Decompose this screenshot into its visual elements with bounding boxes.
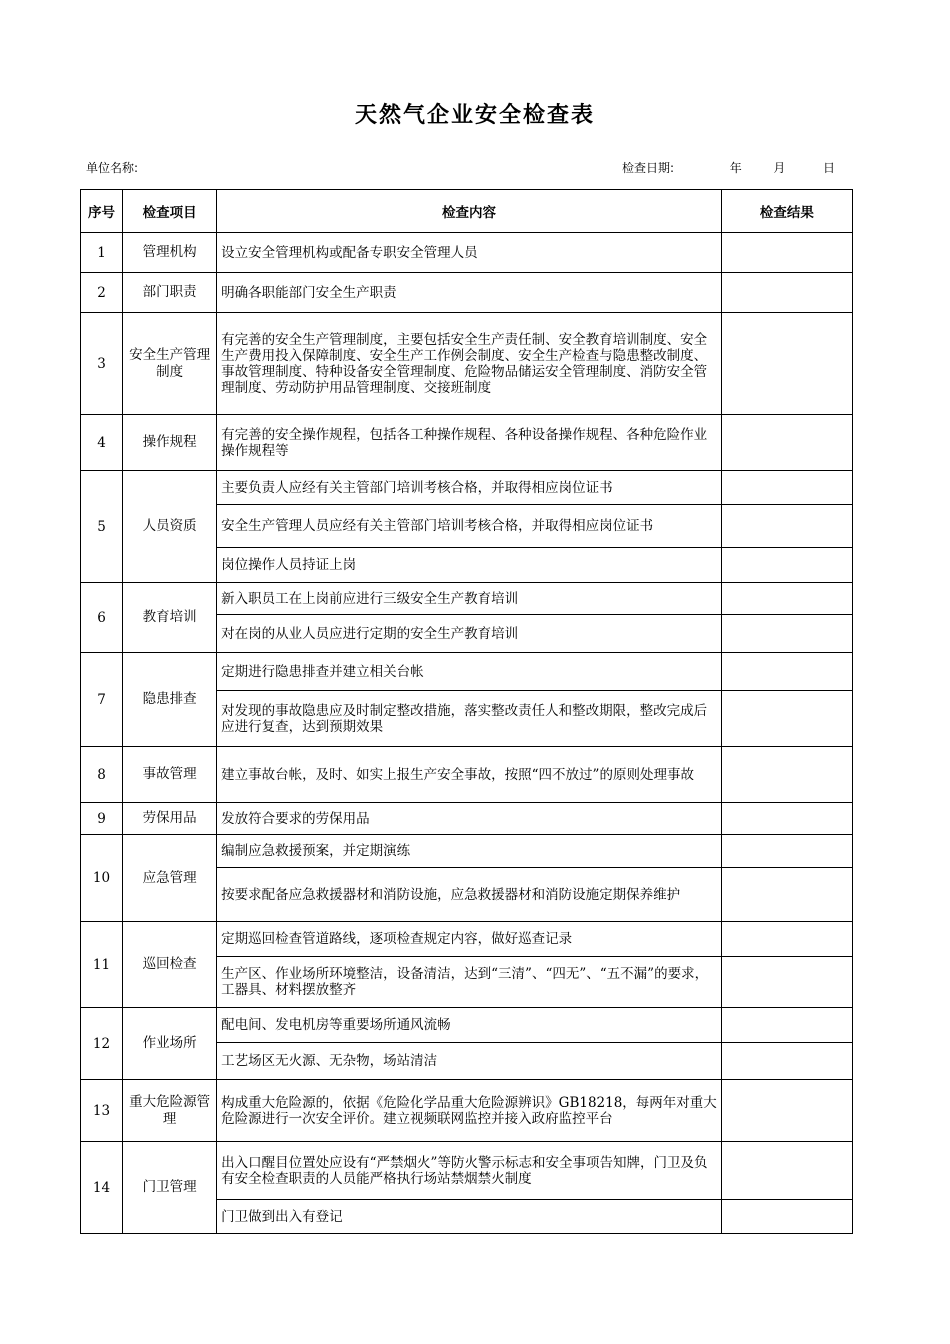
check-item: 管理机构 bbox=[123, 233, 217, 273]
check-result-cell[interactable] bbox=[721, 653, 852, 691]
check-result-cell[interactable] bbox=[721, 1200, 852, 1234]
table-row bbox=[81, 1080, 853, 1142]
check-content: 生产区、作业场所环境整洁，设备清洁，达到“三清”、“四无”、“五不漏”的要求，工器具、材料摆放整齐 bbox=[217, 957, 722, 1008]
check-content: 岗位操作人员持证上岗 bbox=[217, 548, 722, 583]
table-row bbox=[81, 747, 853, 803]
check-result-cell[interactable] bbox=[721, 922, 852, 957]
check-content: 按要求配备应急救援器材和消防设施，应急救援器材和消防设施定期保养维护 bbox=[217, 868, 722, 922]
row-number: 10 bbox=[81, 835, 123, 922]
row-number: 7 bbox=[81, 653, 123, 747]
check-date bbox=[622, 159, 835, 176]
table-body bbox=[81, 233, 853, 1234]
check-result-cell[interactable] bbox=[721, 583, 852, 615]
header-content: 检查内容 bbox=[217, 190, 722, 233]
check-item: 安全生产管理制度 bbox=[123, 313, 217, 415]
table-row bbox=[81, 1142, 853, 1200]
check-content: 建立事故台帐，及时、如实上报生产安全事故，按照“四不放过”的原则处理事故 bbox=[217, 747, 722, 803]
check-result-cell[interactable] bbox=[721, 233, 852, 273]
check-item: 重大危险源管理 bbox=[123, 1080, 217, 1142]
row-number: 11 bbox=[81, 922, 123, 1008]
check-content: 有完善的安全操作规程，包括各工种操作规程、各种设备操作规程、各种危险作业操作规程等 bbox=[217, 415, 722, 471]
check-content: 发放符合要求的劳保用品 bbox=[217, 803, 722, 835]
row-number: 5 bbox=[81, 471, 123, 583]
check-content: 新入职员工在上岗前应进行三级安全生产教育培训 bbox=[217, 583, 722, 615]
check-result-cell[interactable] bbox=[721, 1080, 852, 1142]
check-result-cell[interactable] bbox=[721, 471, 852, 505]
table-row bbox=[81, 273, 853, 313]
check-result-cell[interactable] bbox=[721, 415, 852, 471]
check-content: 定期巡回检查管道路线，逐项检查规定内容，做好巡查记录 bbox=[217, 922, 722, 957]
check-result-cell[interactable] bbox=[721, 835, 852, 868]
check-date-label: 检查日期: bbox=[622, 161, 675, 175]
check-item: 巡回检查 bbox=[123, 922, 217, 1008]
check-result-cell[interactable] bbox=[721, 691, 852, 747]
table-row bbox=[81, 803, 853, 835]
check-result-cell[interactable] bbox=[721, 1008, 852, 1043]
check-content: 编制应急救援预案，并定期演练 bbox=[217, 835, 722, 868]
row-number: 14 bbox=[81, 1142, 123, 1234]
table-row bbox=[81, 583, 853, 615]
table-row bbox=[81, 415, 853, 471]
table-header-row bbox=[81, 190, 853, 233]
row-number: 2 bbox=[81, 273, 123, 313]
row-number: 6 bbox=[81, 583, 123, 653]
table-row bbox=[81, 233, 853, 273]
header-item: 检查项目 bbox=[123, 190, 217, 233]
row-number: 4 bbox=[81, 415, 123, 471]
check-result-cell[interactable] bbox=[721, 505, 852, 548]
row-number: 3 bbox=[81, 313, 123, 415]
check-content: 设立安全管理机构或配备专职安全管理人员 bbox=[217, 233, 722, 273]
year-label: 年 bbox=[729, 161, 742, 175]
check-content: 门卫做到出入有登记 bbox=[217, 1200, 722, 1234]
check-content: 明确各职能部门安全生产职责 bbox=[217, 273, 722, 313]
check-content: 定期进行隐患排查并建立相关台帐 bbox=[217, 653, 722, 691]
check-result-cell[interactable] bbox=[721, 957, 852, 1008]
check-result-cell[interactable] bbox=[721, 868, 852, 922]
check-result-cell[interactable] bbox=[721, 615, 852, 653]
table-row bbox=[81, 313, 853, 415]
header-number: 序号 bbox=[81, 190, 123, 233]
check-result-cell[interactable] bbox=[721, 1142, 852, 1200]
check-content: 工艺场区无火源、无杂物，场站清洁 bbox=[217, 1043, 722, 1080]
check-item: 隐患排查 bbox=[123, 653, 217, 747]
check-item: 事故管理 bbox=[123, 747, 217, 803]
row-number: 13 bbox=[81, 1080, 123, 1142]
check-content: 对在岗的从业人员应进行定期的安全生产教育培训 bbox=[217, 615, 722, 653]
table-row bbox=[81, 471, 853, 505]
check-content: 配电间、发电机房等重要场所通风流畅 bbox=[217, 1008, 722, 1043]
unit-name-label: 单位名称: bbox=[86, 161, 139, 175]
check-result-cell[interactable] bbox=[721, 548, 852, 583]
check-item: 部门职责 bbox=[123, 273, 217, 313]
page-title: 天然气企业安全检查表 bbox=[354, 103, 595, 128]
day-label: 日 bbox=[823, 161, 836, 175]
check-content: 有完善的安全生产管理制度，主要包括安全生产责任制、安全教育培训制度、安全生产费用投入保障制度、安全生产工作例会制度、安全生产检查与隐患整改制度、事故管理制度、特种设备安全管理制度、危险物品储运安全管理制度、消防安全管理制度、劳动防护用品管理制度、交接班制度 bbox=[217, 313, 722, 415]
month-label: 月 bbox=[773, 161, 786, 175]
header-result: 检查结果 bbox=[721, 190, 852, 233]
row-number: 9 bbox=[81, 803, 123, 835]
check-item: 应急管理 bbox=[123, 835, 217, 922]
table-row bbox=[81, 1008, 853, 1043]
check-item: 作业场所 bbox=[123, 1008, 217, 1080]
inspection-table bbox=[80, 189, 853, 1234]
table-row bbox=[81, 835, 853, 868]
row-number: 12 bbox=[81, 1008, 123, 1080]
check-content: 构成重大危险源的，依据《危险化学品重大危险源辨识》GB18218，每两年对重大危险源进行一次安全评价。建立视频联网监控并接入政府监控平台 bbox=[217, 1080, 722, 1142]
table-row bbox=[81, 653, 853, 691]
check-item: 劳保用品 bbox=[123, 803, 217, 835]
check-result-cell[interactable] bbox=[721, 273, 852, 313]
check-result-cell[interactable] bbox=[721, 747, 852, 803]
check-item: 操作规程 bbox=[123, 415, 217, 471]
check-content: 主要负责人应经有关主管部门培训考核合格，并取得相应岗位证书 bbox=[217, 471, 722, 505]
check-content: 出入口醒目位置处应设有“严禁烟火”等防火警示标志和安全事项告知牌，门卫及负有安全检查职责的人员能严格执行场站禁烟禁火制度 bbox=[217, 1142, 722, 1200]
table-row bbox=[81, 922, 853, 957]
check-content: 安全生产管理人员应经有关主管部门培训考核合格，并取得相应岗位证书 bbox=[217, 505, 722, 548]
check-result-cell[interactable] bbox=[721, 1043, 852, 1080]
check-content: 对发现的事故隐患应及时制定整改措施，落实整改责任人和整改期限，整改完成后应进行复查，达到预期效果 bbox=[217, 691, 722, 747]
check-item: 教育培训 bbox=[123, 583, 217, 653]
row-number: 1 bbox=[81, 233, 123, 273]
row-number: 8 bbox=[81, 747, 123, 803]
check-result-cell[interactable] bbox=[721, 313, 852, 415]
check-result-cell[interactable] bbox=[721, 803, 852, 835]
check-item: 人员资质 bbox=[123, 471, 217, 583]
check-item: 门卫管理 bbox=[123, 1142, 217, 1234]
